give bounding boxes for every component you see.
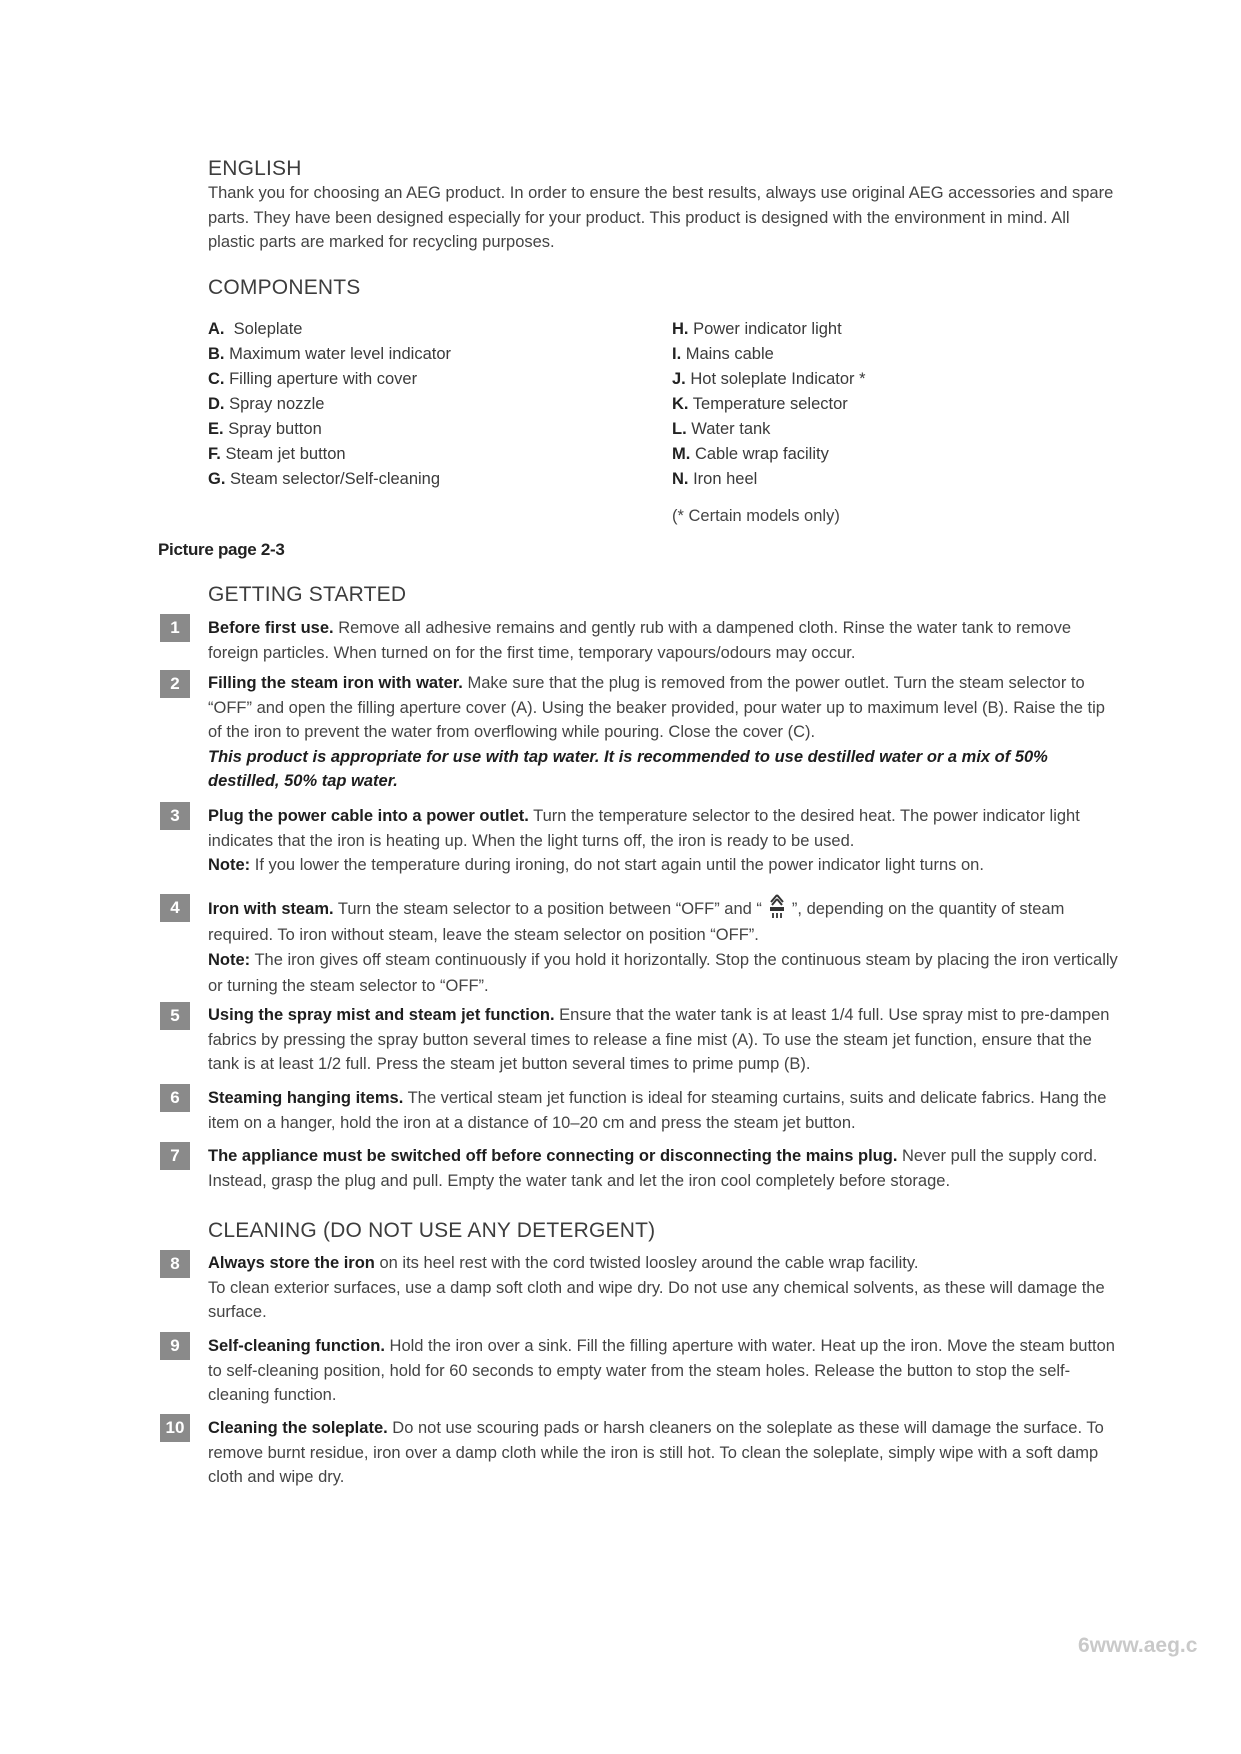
picture-page-reference: Picture page 2-3 xyxy=(158,540,285,559)
step-2: Filling the steam iron with water. Make sure that the plug is removed from the power outlet. Turn the steam selector to “OFF” and open the filling aperture cover (A). Using the beaker provided, pour water up to maximum level (B). Raise the tip of the iron to prevent the water from overflowing while pouring. Close the cover (C). This product is appropriate for use with tap water. It is recommended to use destilled water or a mix of 50% destilled, 50% tap water. xyxy=(208,674,1105,790)
step-6: Steaming hanging items. The vertical steam jet function is ideal for steaming curtains, suits and delicate fabrics. Hang the item on a hanger, hold the iron at a distance of 10–20 cm and press the steam jet button. xyxy=(208,1089,1107,1132)
step-9: Self-cleaning function. Hold the iron over a sink. Fill the filling aperture with water. Heat up the iron. Move the steam button to self-cleaning position, hold for 60 seconds to empty water from the steam holes. Release the button to stop the self-cleaning function. xyxy=(208,1337,1115,1404)
component-item: G. Steam selector/Self-cleaning xyxy=(208,470,441,488)
step-number-badge: 3 xyxy=(160,802,190,830)
components-list-left xyxy=(208,317,628,492)
step-number-badge: 5 xyxy=(160,1002,190,1030)
step-number-badge: 9 xyxy=(160,1332,190,1360)
component-item: C. Filling aperture with cover xyxy=(208,370,418,388)
step-number-badge: 6 xyxy=(160,1084,190,1112)
component-item: I. Mains cable xyxy=(672,345,774,363)
component-item: F. Steam jet button xyxy=(208,445,346,463)
intro-section xyxy=(208,156,1120,255)
component-item: J. Hot soleplate Indicator * xyxy=(672,370,866,388)
component-item: M. Cable wrap facility xyxy=(672,445,829,463)
step-8: Always store the iron on its heel rest with the cord twisted loosley around the cable wrap facility. To clean exterior surfaces, use a damp soft cloth and wipe dry. Do not use any chemical solvents, as these will damage the surface. xyxy=(208,1254,1105,1321)
step-number-badge: 10 xyxy=(160,1414,190,1442)
step-1: Before first use. Remove all adhesive remains and gently rub with a dampened cloth. Rinse the water tank to remove foreign particles. When turned on for the first time, temporary vapours/odours may occur. xyxy=(208,619,1072,662)
step-number-badge: 4 xyxy=(160,894,190,922)
getting-started-heading: GETTING STARTED xyxy=(208,583,407,606)
step-5: Using the spray mist and steam jet function. Ensure that the water tank is at least 1/4 full. Use spray mist to pre-dampen fabrics by pressing the spray button several times to release a fine mist (A). To use the steam jet function, ensure that the tank is at least 1/2 full. Press the steam jet button several times to prime pump (B). xyxy=(208,1006,1110,1073)
step-10: Cleaning the soleplate. Do not use scouring pads or harsh cleaners on the soleplate as these will damage the surface. To remove burnt residue, iron over a damp cloth while the iron is still hot. To clean the soleplate, simply wipe with a soft damp cloth and wipe dry. xyxy=(208,1419,1104,1486)
step-number-badge: 8 xyxy=(160,1250,190,1278)
cleaning-heading: CLEANING (DO NOT USE ANY DETERGENT) xyxy=(208,1219,656,1242)
step-number-badge: 1 xyxy=(160,614,190,642)
step-number-badge: 7 xyxy=(160,1142,190,1170)
component-item: N. Iron heel xyxy=(672,470,758,488)
component-item: K. Temperature selector xyxy=(672,395,848,413)
component-item: H. Power indicator light xyxy=(672,320,842,338)
step-number-badge: 2 xyxy=(160,670,190,698)
component-item: A. Soleplate xyxy=(208,320,303,338)
tap-water-warning: This product is appropriate for use with tap water. It is recommended to use destilled water or a mix of 50% destilled, 50% tap water. xyxy=(208,747,1048,790)
language-heading: ENGLISH xyxy=(208,157,302,180)
components-heading: COMPONENTS xyxy=(208,276,361,299)
step-4: Iron with steam. Turn the steam selector to a position between “OFF” and “ ”, depending on the quantity of steam required. To iron without steam, leave the steam selector on position “OFF”. Note: The iron gives off steam continuously if you hold it horizontally. Stop the continuous steam by placing the iron vertically or turning the steam selector to “OFF”. xyxy=(208,892,1120,999)
component-item: L. Water tank xyxy=(672,420,771,438)
component-item: D. Spray nozzle xyxy=(208,395,325,413)
component-item: B. Maximum water level indicator xyxy=(208,345,451,363)
step-3: Plug the power cable into a power outlet. Turn the temperature selector to the desired heat. The power indicator light indicates that the iron is heating up. When the light turns off, the iron is ready to be used. Note: If you lower the temperature during ironing, do not start again until the power indicator light turns on. xyxy=(208,807,1080,874)
steam-icon xyxy=(764,892,790,920)
components-list-right xyxy=(672,317,1092,492)
intro-paragraph: Thank you for choosing an AEG product. In order to ensure the best results, always use original AEG accessories and spare parts. They have been designed especially for your product. This product is designed with the environment in mind. All plastic parts are marked for recycling purposes. xyxy=(208,184,1114,251)
component-item: E. Spray button xyxy=(208,420,322,438)
page-footer-url: 6www.aeg.c xyxy=(1078,1634,1198,1657)
certain-models-note: (* Certain models only) xyxy=(672,507,840,525)
step-7: The appliance must be switched off before connecting or disconnecting the mains plug. Never pull the supply cord. Instead, grasp the plug and pull. Empty the water tank and let the iron cool completely before storage. xyxy=(208,1147,1098,1190)
